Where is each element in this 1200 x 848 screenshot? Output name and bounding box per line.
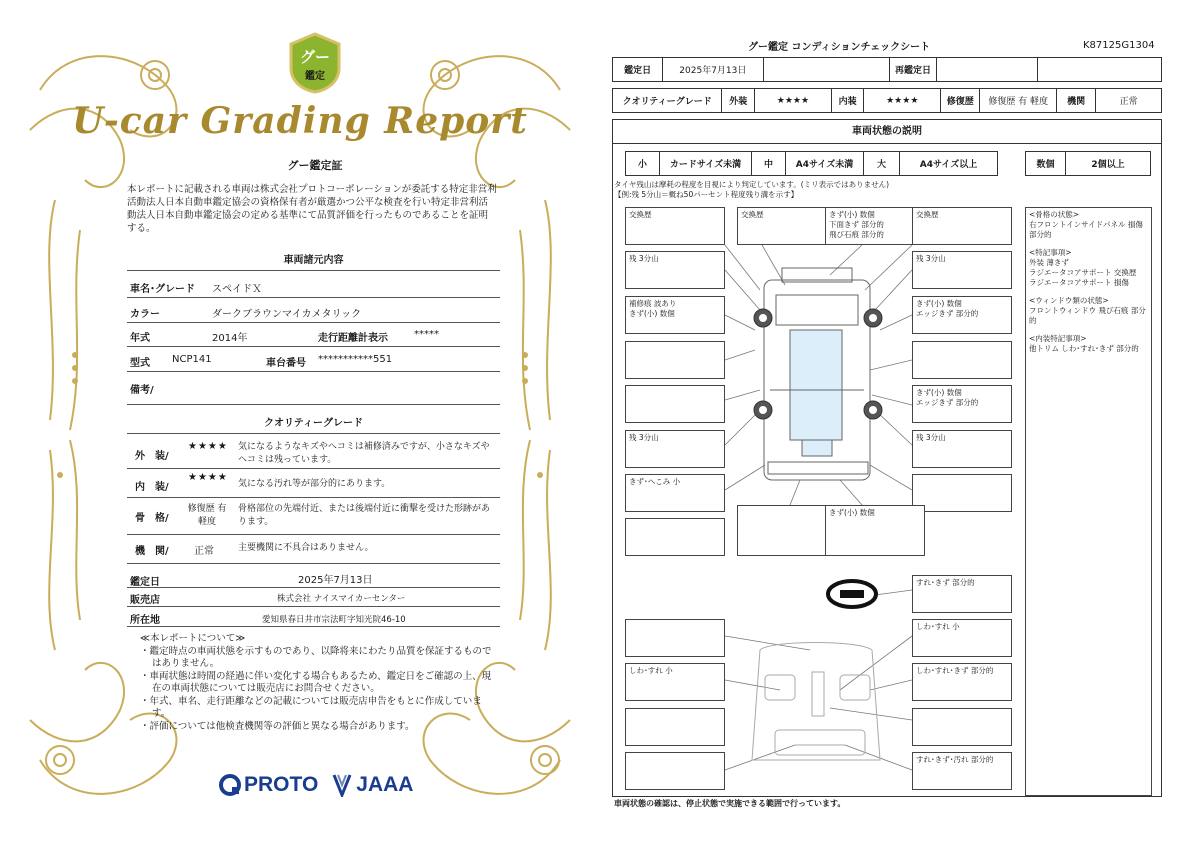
note-group xyxy=(1029,248,1148,288)
divider xyxy=(127,322,500,323)
note-group-text: 外装 薄きず ラジエータコアサポート 交換歴 ラジエータコアサポート 損傷 xyxy=(1029,258,1137,287)
proto-mark-icon xyxy=(218,773,242,797)
damage-note-box: きず(小) 数個 xyxy=(825,505,925,556)
tire-note-box: 残 3分山 xyxy=(912,251,1012,289)
jaaa-mark-icon xyxy=(332,773,352,797)
model-label: 型式 xyxy=(130,358,150,369)
panel-title: 車両状態の説明 xyxy=(613,120,1161,144)
size-large-desc: A4サイズ以上 xyxy=(900,152,998,176)
mileage-value: ***** xyxy=(414,329,439,340)
exterior-desc: 気になるようなキズやヘコミは補修済みですが、小さなキズやヘコミは残っています。 xyxy=(238,442,490,465)
model-value: NCP141 xyxy=(172,354,212,365)
color-value: ダークブラウンマイカメタリック xyxy=(212,309,362,320)
note-item: ・車両状態は時間の経過に伴い変化する場合もあるため、鑑定日をご確認の上、現在の車両状態については販売店にお問合せください。 xyxy=(140,670,492,694)
reinspect-date-label: 再鑑定日 xyxy=(889,58,936,82)
tire-note-box: 残 3分山 xyxy=(625,430,725,468)
engine-value: 正常 xyxy=(1096,89,1162,113)
size-large: 大 xyxy=(864,152,900,176)
note-group-text: 他トリム しわ･すれ･きず 部分的 xyxy=(1029,344,1139,353)
sheet-title: グー鑑定 コンディションチェックシート xyxy=(748,42,931,53)
badge-top-text: グー xyxy=(299,48,331,66)
interior-note-box xyxy=(912,708,1012,746)
damage-note-box: きず･へこみ 小 xyxy=(625,474,725,512)
count-value: 2個以上 xyxy=(1066,152,1151,176)
frame-value: 修復歴 有 軽度 xyxy=(187,504,227,527)
damage-note-box xyxy=(912,341,1012,379)
damage-note-box: きず(小) 数個 エッジきず 部分的 xyxy=(912,296,1012,334)
specs-heading: 車両諸元内容 xyxy=(283,255,344,266)
int-label: 内装 xyxy=(831,89,864,113)
address-value: 愛知県春日井市宗法町字知光院46-10 xyxy=(262,615,406,625)
proto-logo xyxy=(218,773,318,797)
chassis-value: ***********551 xyxy=(318,354,393,365)
note-group-heading: <骨格の状態> xyxy=(1029,210,1080,219)
badge-bottom-text: 鑑定 xyxy=(305,71,325,82)
divider xyxy=(127,534,500,535)
divider xyxy=(127,563,500,564)
certificate-paragraph: 本レポートに記載される車両は株式会社プロトコーポレーションが委託する特定非営利活動法人日本自動車鑑定協会の資格保有者が厳選かつ公平な検査を行い特定非営利活動法人日本自動車鑑定協会の定める基準にて品質評価を行ったものであることを証明する。 xyxy=(127,184,497,234)
damage-note-box xyxy=(737,505,837,556)
engine-desc: 主要機関に不具合はありません。 xyxy=(238,543,374,553)
grade-heading: クオリティーグレード xyxy=(264,418,363,429)
date-label: 鑑定日 xyxy=(130,577,160,588)
name-label: 車名･グレード xyxy=(130,284,195,295)
divider xyxy=(127,346,500,347)
frame-label: 骨 格/ xyxy=(135,513,169,524)
engine-label: 機関 xyxy=(1056,89,1095,113)
tire-note-box: 残 3分山 xyxy=(625,251,725,289)
year-value: 2014年 xyxy=(212,333,248,344)
divider xyxy=(127,270,500,271)
goo-kantei-badge xyxy=(287,32,343,94)
footer-logos xyxy=(218,770,413,800)
interior-note-box: すれ･きず 部分的 xyxy=(912,575,1012,613)
interior-note-box: しわ･すれ 小 xyxy=(912,619,1012,657)
interior-desc: 気になる汚れ等が部分的にあります。 xyxy=(238,479,391,489)
damage-note-box xyxy=(912,474,1012,512)
certificate-title: グー鑑定証 xyxy=(287,159,343,172)
note-group-text: フロントウィンドウ 飛び石痕 部分的 xyxy=(1029,306,1146,325)
sheet-footer: 車両状態の確認は、停止状態で実施できる範囲で行っています。 xyxy=(614,799,846,808)
divider xyxy=(127,404,500,405)
dealer-label: 販売店 xyxy=(130,595,160,606)
note-group-heading: <内装特記事項> xyxy=(1029,334,1087,343)
interior-note-box xyxy=(625,619,725,657)
interior-note-box xyxy=(625,752,725,790)
count-label: 数個 xyxy=(1026,152,1066,176)
interior-note-box xyxy=(625,708,725,746)
remarks-label: 備考/ xyxy=(130,385,154,396)
size-small: 小 xyxy=(626,152,660,176)
size-medium: 中 xyxy=(752,152,786,176)
note-item: ・鑑定時点の車両状態を示すものであり、以降将来にわたり品質を保証するものではありません。 xyxy=(140,645,492,669)
tire-note-box: 残 3分山 xyxy=(912,430,1012,468)
exterior-stars: ★★★★ xyxy=(188,441,228,452)
engine-value: 正常 xyxy=(194,546,214,557)
mileage-label: 走行距離計表示 xyxy=(318,333,388,344)
note-group-text: 右フロントインサイドパネル 損傷部分的 xyxy=(1029,220,1143,239)
size-small-desc: カードサイズ未満 xyxy=(660,152,752,176)
jaaa-logo xyxy=(332,773,413,797)
chassis-label: 車台番号 xyxy=(266,358,306,369)
report-notes xyxy=(140,633,500,733)
damage-note-box: 交換歴 xyxy=(912,207,1012,245)
note-item: ・年式、車名、走行距離などの記載については販売店申告をもとに作成しています。 xyxy=(140,695,482,719)
frame-desc: 骨格部位の先端付近、または後端付近に衝撃を受けた形跡があります。 xyxy=(238,504,491,527)
exterior-label: 外 装/ xyxy=(135,451,169,462)
size-medium-desc: A4サイズ未満 xyxy=(786,152,864,176)
year-label: 年式 xyxy=(130,333,150,344)
tire-note-line: 【例:残 5分山＝概ね50パーセント程度残り溝を示す】 xyxy=(614,190,799,199)
note-item: ・評価については他検査機関等の評価と異なる場合があります。 xyxy=(140,720,415,732)
note-group xyxy=(1029,334,1148,354)
note-group-heading: <特記事項> xyxy=(1029,248,1072,257)
damage-note-box xyxy=(625,385,725,423)
divider xyxy=(127,606,500,607)
tire-note-line: タイヤ残山は摩耗の程度を目視により判定しています。(ミリ表示ではありません) xyxy=(614,180,890,189)
address-label: 所在地 xyxy=(130,615,160,626)
damage-note-box: 交換歴 xyxy=(737,207,837,245)
note-group xyxy=(1029,210,1148,240)
condition-check-sheet xyxy=(600,0,1200,848)
inspect-date-value: 2025年7月13日 xyxy=(663,58,763,82)
interior-note-box: しわ･すれ･きず 部分的 xyxy=(912,663,1012,701)
sheet-id: K87125G1304 xyxy=(1083,40,1155,51)
damage-note-box: きず(小) 数個 下面きず 部分的 飛び石痕 部分的 xyxy=(825,207,925,245)
divider xyxy=(127,497,500,498)
color-label: カラー xyxy=(130,309,160,320)
repair-value: 修復歴 有 軽度 xyxy=(980,89,1057,113)
notes-heading: ≪本レポートについて≫ xyxy=(140,633,246,644)
grade-label: クオリティーグレード xyxy=(613,89,722,113)
damage-note-box xyxy=(625,518,725,556)
divider xyxy=(127,587,500,588)
jaaa-logo-text: JAAA xyxy=(356,773,414,796)
interior-note-box: しわ･すれ 小 xyxy=(625,663,725,701)
special-notes-box xyxy=(1025,207,1152,796)
script-title: U-car Grading Report xyxy=(72,100,528,142)
note-group xyxy=(1029,296,1148,326)
divider xyxy=(127,297,500,298)
proto-logo-text: PROTO xyxy=(244,773,319,796)
damage-note-box: きず(小) 数個 エッジきず 部分的 xyxy=(912,385,1012,423)
damage-note-box: 補修痕 波あり きず(小) 数個 xyxy=(625,296,725,334)
repair-label: 修復歴 xyxy=(941,89,980,113)
divider xyxy=(127,433,500,434)
inspect-date-label: 鑑定日 xyxy=(613,58,663,82)
date-value: 2025年7月13日 xyxy=(298,575,373,586)
note-group-heading: <ウィンドウ類の状態> xyxy=(1029,296,1109,305)
divider xyxy=(127,626,500,627)
divider xyxy=(127,371,500,372)
interior-note-box: すれ･きず･汚れ 部分的 xyxy=(912,752,1012,790)
damage-note-box xyxy=(625,341,725,379)
damage-note-box: 交換歴 xyxy=(625,207,725,245)
engine-label: 機 関/ xyxy=(135,546,169,557)
dealer-value: 株式会社 ナイスマイカーセンター xyxy=(277,594,406,604)
name-value: スペイドＸ xyxy=(212,284,262,295)
steering-wheel-icon xyxy=(828,581,876,607)
int-stars: ★★★★ xyxy=(864,89,941,113)
ext-label: 外装 xyxy=(722,89,755,113)
ext-stars: ★★★★ xyxy=(755,89,832,113)
interior-label: 内 装/ xyxy=(135,482,169,493)
divider xyxy=(127,468,500,469)
interior-stars: ★★★★ xyxy=(188,472,228,483)
